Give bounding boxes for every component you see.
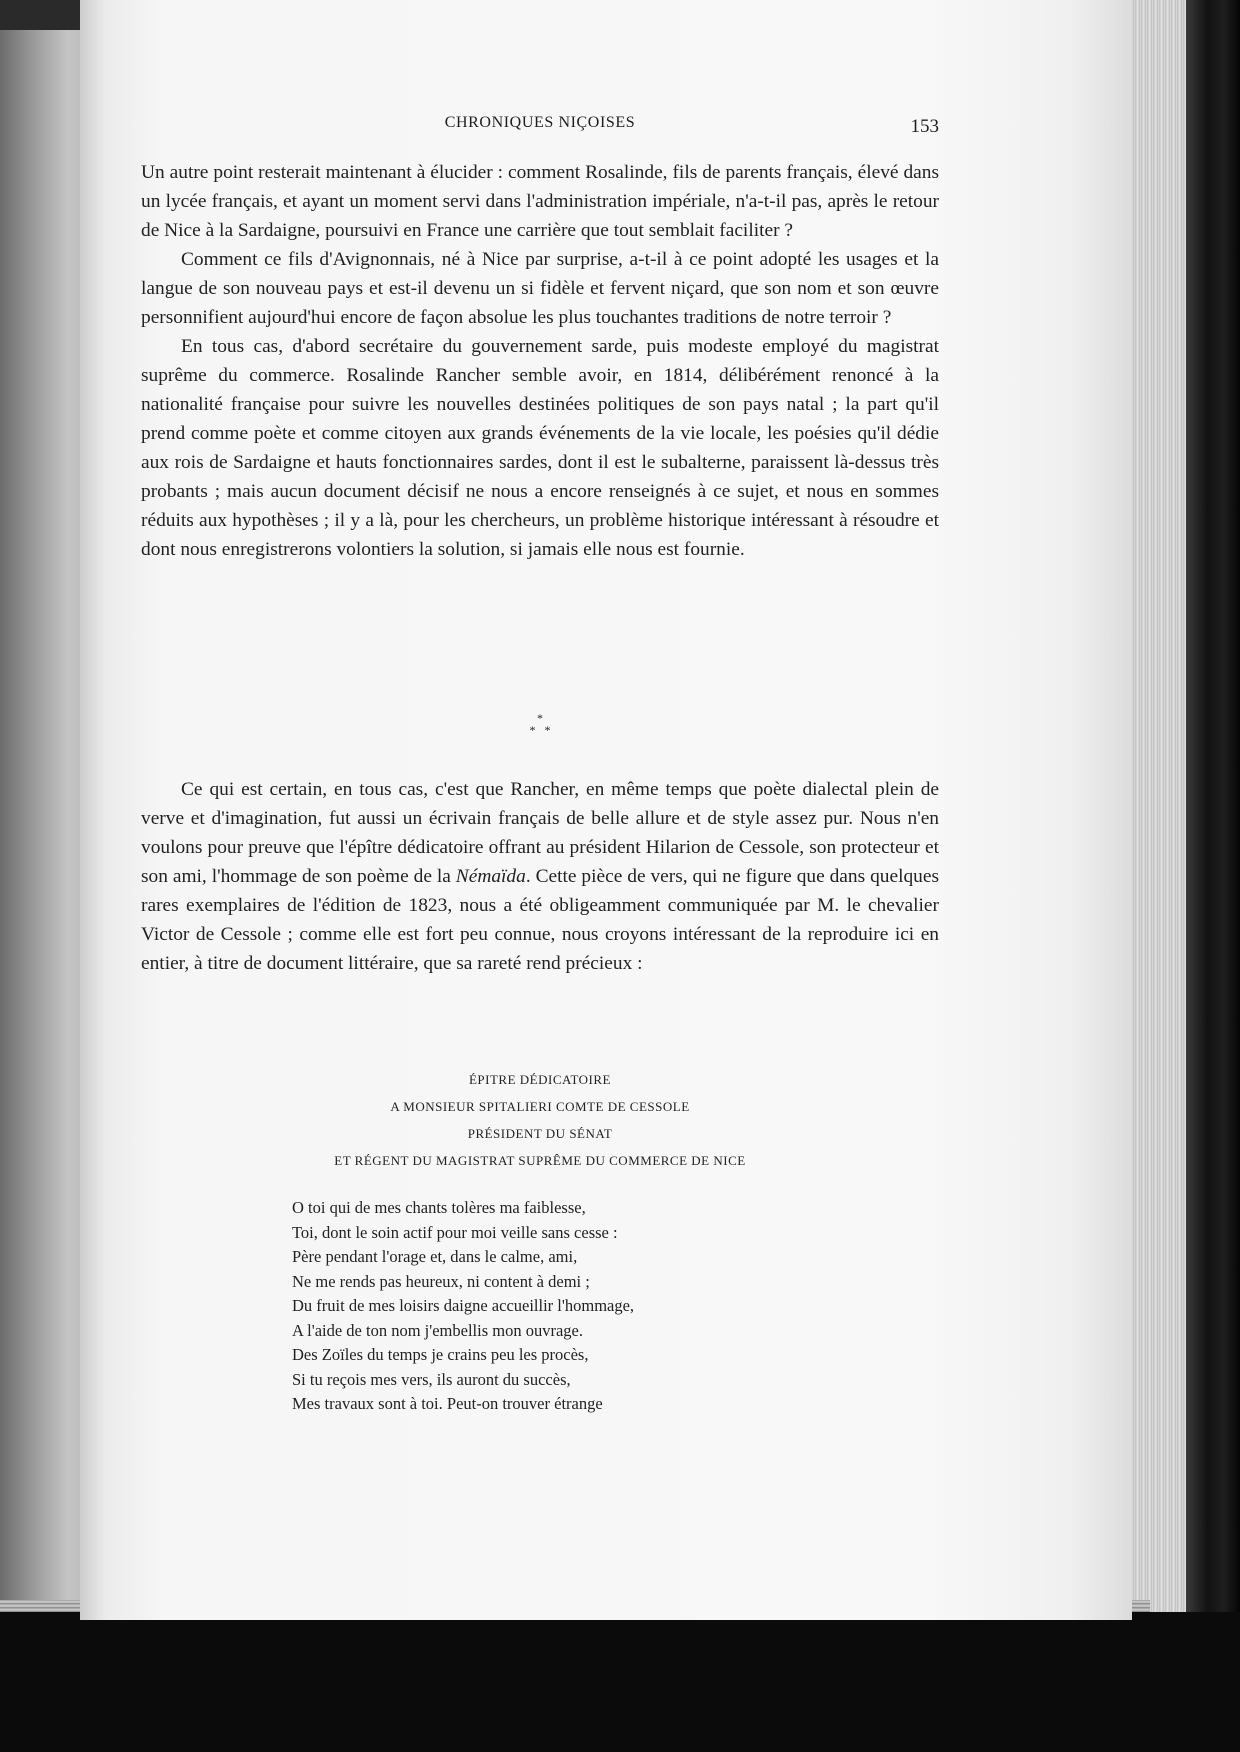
asterism-right: * <box>544 723 551 737</box>
poem-line: Des Zoïles du temps je crains peu les procès, <box>292 1345 589 1364</box>
dedication-heading <box>141 1066 939 1174</box>
poem-line: Toi, dont le soin actif pour moi veille sans cesse : <box>292 1222 618 1242</box>
paragraph-4-end: . Cette pièce de vers, qui ne figure que dans quelques rares exemplaires de l'édition de 1823, nous a été obligeamment communiquée par M. le chevalier Victor de Cessole ; comme elle est fort peu connue, nous croyons intéressant de la reproduire ici en entier, à titre de document littéraire, que sa rareté rend précieux : <box>141 866 939 974</box>
dedication-line-4: ET RÉGENT DU MAGISTRAT SUPRÊME DU COMMERCE DE NICE <box>334 1153 746 1168</box>
paragraph-1: Un autre point resterait maintenant à élucider : comment Rosalinde, fils de parents français, élevé dans un lycée français, et ayant un moment servi dans l'administration impériale, n'a-t-il pas, après le retour de Nice à la Sardaigne, poursuivi en France une carrière que tout semblait faciliter ? <box>141 162 939 241</box>
paragraph-4-start: Ce qui est certain, en tous cas, c'est que Rancher, en même temps que poète dialectal plein de verve et d'imagination, fut aussi un écrivain français de belle allure et de style assez pur. Nous n'en voulons pour preuve que l'épître dédicatoire offrant au président Hilarion de Cessole, son protecteur et son ami, l'hommage de son poème de la <box>141 779 939 887</box>
poem-line: Ne me rends pas heureux, ni content à demi ; <box>292 1271 590 1291</box>
running-head <box>141 114 939 138</box>
paragraph-2: Comment ce fils d'Avignonnais, né à Nice par surprise, a-t-il à ce point adopté les usages et la langue de son nouveau pays et est-il devenu un si fidèle et fervent niçard, que son nom et son œuvre personnifient aujourd'hui encore de façon absolue les plus touchantes traditions de notre terroir ? <box>141 249 939 328</box>
dedication-line-3: PRÉSIDENT DU SÉNAT <box>467 1126 613 1141</box>
page-number: 153 <box>910 116 939 137</box>
poem-line: O toi qui de mes chants tolères ma faiblesse, <box>292 1198 586 1217</box>
book-cover-edge <box>1186 0 1240 1752</box>
paragraph-4 <box>141 775 939 978</box>
running-title: CHRONIQUES NIÇOISES <box>444 114 636 131</box>
body-text <box>141 158 939 564</box>
asterism-bottom <box>505 724 575 736</box>
poem-title-italic: Némaïda <box>455 866 526 887</box>
asterism-top: * <box>537 711 543 725</box>
body-text-2 <box>141 775 939 978</box>
dedication-line-2: A MONSIEUR SPITALIERI COMTE DE CESSOLE <box>390 1099 690 1114</box>
paragraph-3: En tous cas, d'abord secrétaire du gouvernement sarde, puis modeste employé du magistrat suprême du commerce. Rosalinde Rancher semble avoir, en 1814, délibérément renoncé à la nationalité française pour suivre les nouvelles destinées politiques de son pays natal ; la part qu'il prend comme poète et comme citoyen aux grands événements de la vie locale, les poésies qu'il dédie aux rois de Sardaigne et hauts fonctionnaires sardes, dont il est le subalterne, paraissent là-dessus très probants ; mais aucun document décisif ne nous a encore renseignés à ce sujet, et nous en sommes réduits aux hypothèses ; il y a là, pour les chercheurs, un problème historique intéressant à résoudre et dont nous enregistrerons volontiers la solution, si jamais elle nous est fournie. <box>141 336 939 560</box>
poem-line: Si tu reçois mes vers, ils auront du succès, <box>292 1369 571 1389</box>
poem-line: A l'aide de ton nom j'embellis mon ouvrage. <box>292 1320 583 1340</box>
poem-line: Mes travaux sont à toi. Peut-on trouver étrange <box>292 1394 603 1413</box>
asterism-left: * <box>529 723 536 737</box>
asterism-separator <box>505 712 575 736</box>
bottom-background <box>0 1612 1240 1752</box>
poem-line: Du fruit de mes loisirs daigne accueillir l'hommage, <box>292 1296 635 1315</box>
poem <box>292 1196 634 1417</box>
poem-line: Père pendant l'orage et, dans le calme, ami, <box>292 1247 578 1266</box>
dedication-line-1: ÉPITRE DÉDICATOIRE <box>468 1072 611 1087</box>
